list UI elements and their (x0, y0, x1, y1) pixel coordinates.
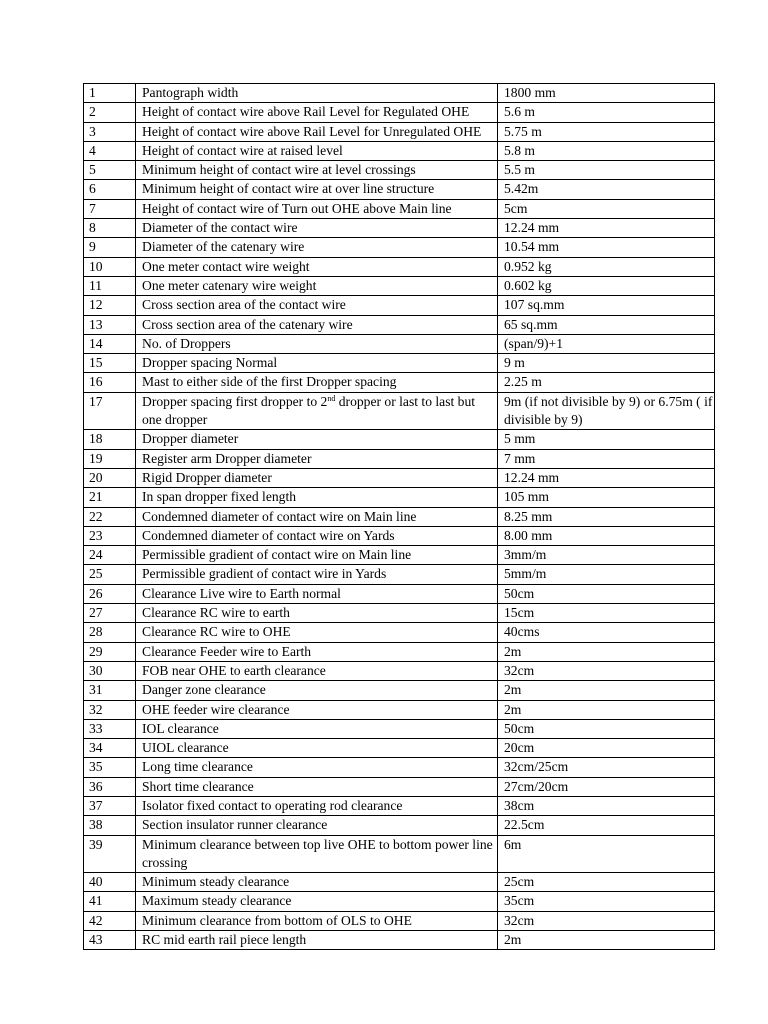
row-number-cell: 13 (84, 315, 136, 334)
table-row (84, 584, 715, 603)
row-number-cell: 32 (84, 700, 136, 719)
value-cell: 105 mm (498, 488, 715, 507)
parameter-cell: Condemned diameter of contact wire on Yards (136, 526, 498, 545)
row-number-cell: 43 (84, 931, 136, 950)
table-row (84, 354, 715, 373)
row-number-cell: 42 (84, 911, 136, 930)
table-row (84, 777, 715, 796)
parameter-cell: Cross section area of the catenary wire (136, 315, 498, 334)
row-number-cell: 36 (84, 777, 136, 796)
row-number-cell: 2 (84, 103, 136, 122)
table-row (84, 835, 715, 873)
value-cell: 32cm/25cm (498, 758, 715, 777)
row-number-cell: 20 (84, 468, 136, 487)
table-row (84, 122, 715, 141)
value-cell: 40cms (498, 623, 715, 642)
value-cell: 107 sq.mm (498, 296, 715, 315)
parameter-cell: Minimum steady clearance (136, 873, 498, 892)
parameter-cell: One meter contact wire weight (136, 257, 498, 276)
table-row (84, 392, 715, 430)
value-cell: 1800 mm (498, 84, 715, 103)
row-number-cell: 31 (84, 681, 136, 700)
row-number-cell: 17 (84, 392, 136, 430)
table-row (84, 873, 715, 892)
table-row (84, 719, 715, 738)
row-number-cell: 38 (84, 816, 136, 835)
parameter-cell: Danger zone clearance (136, 681, 498, 700)
parameter-cell: RC mid earth rail piece length (136, 931, 498, 950)
value-cell: 15cm (498, 604, 715, 623)
parameter-cell: Minimum clearance from bottom of OLS to OHE (136, 911, 498, 930)
row-number-cell: 1 (84, 84, 136, 103)
parameter-cell: Maximum steady clearance (136, 892, 498, 911)
value-cell: 8.00 mm (498, 526, 715, 545)
value-cell: 5.75 m (498, 122, 715, 141)
row-number-cell: 33 (84, 719, 136, 738)
parameter-cell: Height of contact wire above Rail Level for Regulated OHE (136, 103, 498, 122)
row-number-cell: 35 (84, 758, 136, 777)
value-cell: 2m (498, 681, 715, 700)
row-number-cell: 23 (84, 526, 136, 545)
value-cell: 35cm (498, 892, 715, 911)
value-cell: 12.24 mm (498, 468, 715, 487)
value-cell: 25cm (498, 873, 715, 892)
table-row (84, 507, 715, 526)
table-row (84, 430, 715, 449)
parameter-cell: Clearance RC wire to OHE (136, 623, 498, 642)
ordinal-superscript: nd (327, 393, 336, 403)
parameter-cell: FOB near OHE to earth clearance (136, 661, 498, 680)
value-cell: 7 mm (498, 449, 715, 468)
row-number-cell: 15 (84, 354, 136, 373)
table-row (84, 758, 715, 777)
row-number-cell: 4 (84, 141, 136, 160)
table-row (84, 700, 715, 719)
table-row (84, 449, 715, 468)
row-number-cell: 18 (84, 430, 136, 449)
parameter-cell: Isolator fixed contact to operating rod clearance (136, 796, 498, 815)
table-row (84, 892, 715, 911)
value-cell: 32cm (498, 661, 715, 680)
table-row (84, 141, 715, 160)
value-cell: 9m (if not divisible by 9) or 6.75m ( if divisible by 9) (498, 392, 715, 430)
table-row (84, 546, 715, 565)
parameter-cell: Rigid Dropper diameter (136, 468, 498, 487)
parameter-cell: One meter catenary wire weight (136, 276, 498, 295)
parameter-cell: Clearance RC wire to earth (136, 604, 498, 623)
row-number-cell: 5 (84, 161, 136, 180)
table-row (84, 199, 715, 218)
value-cell: 32cm (498, 911, 715, 930)
parameter-cell: Clearance Feeder wire to Earth (136, 642, 498, 661)
parameter-cell (136, 392, 498, 430)
value-cell: 65 sq.mm (498, 315, 715, 334)
table-row (84, 739, 715, 758)
parameter-cell: Clearance Live wire to Earth normal (136, 584, 498, 603)
value-cell: 2.25 m (498, 373, 715, 392)
row-number-cell: 16 (84, 373, 136, 392)
value-cell: 5.6 m (498, 103, 715, 122)
parameter-cell: IOL clearance (136, 719, 498, 738)
parameter-cell: Minimum clearance between top live OHE to bottom power line crossing (136, 835, 498, 873)
row-number-cell: 30 (84, 661, 136, 680)
table-row (84, 661, 715, 680)
parameter-text: Dropper spacing first dropper to 2 (142, 393, 328, 409)
parameter-cell: Pantograph width (136, 84, 498, 103)
value-cell: 6m (498, 835, 715, 873)
table-body (84, 84, 715, 950)
parameter-cell: Long time clearance (136, 758, 498, 777)
parameter-cell: Height of contact wire at raised level (136, 141, 498, 160)
parameter-cell: Short time clearance (136, 777, 498, 796)
value-cell: 2m (498, 931, 715, 950)
table-row (84, 276, 715, 295)
value-cell: 12.24 mm (498, 219, 715, 238)
parameter-cell: Minimum height of contact wire at over line structure (136, 180, 498, 199)
parameter-cell: OHE feeder wire clearance (136, 700, 498, 719)
value-cell: 5.5 m (498, 161, 715, 180)
value-cell: 2m (498, 700, 715, 719)
parameter-cell: Mast to either side of the first Dropper spacing (136, 373, 498, 392)
table-row (84, 315, 715, 334)
row-number-cell: 11 (84, 276, 136, 295)
row-number-cell: 6 (84, 180, 136, 199)
value-cell: 5mm/m (498, 565, 715, 584)
ohe-specification-table (83, 83, 715, 950)
table-row (84, 219, 715, 238)
table-row (84, 931, 715, 950)
row-number-cell: 8 (84, 219, 136, 238)
table-row (84, 84, 715, 103)
row-number-cell: 27 (84, 604, 136, 623)
value-cell: 5.8 m (498, 141, 715, 160)
table-row (84, 642, 715, 661)
parameter-cell: Height of contact wire above Rail Level for Unregulated OHE (136, 122, 498, 141)
parameter-cell: Permissible gradient of contact wire on Main line (136, 546, 498, 565)
value-cell: 9 m (498, 354, 715, 373)
table-row (84, 296, 715, 315)
table-row (84, 238, 715, 257)
value-cell: 20cm (498, 739, 715, 758)
row-number-cell: 26 (84, 584, 136, 603)
table-row (84, 565, 715, 584)
value-cell: 27cm/20cm (498, 777, 715, 796)
table-row (84, 334, 715, 353)
row-number-cell: 28 (84, 623, 136, 642)
parameter-cell: Dropper spacing Normal (136, 354, 498, 373)
row-number-cell: 24 (84, 546, 136, 565)
parameter-cell: Diameter of the contact wire (136, 219, 498, 238)
table-row (84, 161, 715, 180)
table-row (84, 526, 715, 545)
parameter-cell: Section insulator runner clearance (136, 816, 498, 835)
row-number-cell: 3 (84, 122, 136, 141)
row-number-cell: 37 (84, 796, 136, 815)
value-cell: 0.952 kg (498, 257, 715, 276)
value-cell: 8.25 mm (498, 507, 715, 526)
parameter-cell: Permissible gradient of contact wire in Yards (136, 565, 498, 584)
value-cell: 50cm (498, 719, 715, 738)
table-row (84, 796, 715, 815)
row-number-cell: 39 (84, 835, 136, 873)
parameter-cell: Height of contact wire of Turn out OHE above Main line (136, 199, 498, 218)
value-cell: 5 mm (498, 430, 715, 449)
parameter-cell: Register arm Dropper diameter (136, 449, 498, 468)
table-row (84, 468, 715, 487)
row-number-cell: 29 (84, 642, 136, 661)
table-row (84, 488, 715, 507)
parameter-cell: Cross section area of the contact wire (136, 296, 498, 315)
value-cell: 50cm (498, 584, 715, 603)
value-cell: 38cm (498, 796, 715, 815)
row-number-cell: 25 (84, 565, 136, 584)
parameter-text: dropper or last to last but one dropper (142, 393, 476, 428)
table-row (84, 681, 715, 700)
row-number-cell: 22 (84, 507, 136, 526)
table-row (84, 623, 715, 642)
value-cell: 3mm/m (498, 546, 715, 565)
parameter-cell: UIOL clearance (136, 739, 498, 758)
row-number-cell: 12 (84, 296, 136, 315)
row-number-cell: 10 (84, 257, 136, 276)
parameter-cell: Diameter of the catenary wire (136, 238, 498, 257)
row-number-cell: 7 (84, 199, 136, 218)
table-row (84, 373, 715, 392)
row-number-cell: 21 (84, 488, 136, 507)
table-row (84, 103, 715, 122)
row-number-cell: 19 (84, 449, 136, 468)
row-number-cell: 40 (84, 873, 136, 892)
table-row (84, 180, 715, 199)
parameter-cell: Dropper diameter (136, 430, 498, 449)
table-row (84, 911, 715, 930)
row-number-cell: 9 (84, 238, 136, 257)
value-cell: 22.5cm (498, 816, 715, 835)
value-cell: 5cm (498, 199, 715, 218)
table-row (84, 816, 715, 835)
value-cell: (span/9)+1 (498, 334, 715, 353)
value-cell: 5.42m (498, 180, 715, 199)
parameter-cell: No. of Droppers (136, 334, 498, 353)
table-row (84, 257, 715, 276)
table-row (84, 604, 715, 623)
row-number-cell: 14 (84, 334, 136, 353)
value-cell: 10.54 mm (498, 238, 715, 257)
row-number-cell: 34 (84, 739, 136, 758)
parameter-cell: Minimum height of contact wire at level crossings (136, 161, 498, 180)
parameter-cell: In span dropper fixed length (136, 488, 498, 507)
value-cell: 0.602 kg (498, 276, 715, 295)
row-number-cell: 41 (84, 892, 136, 911)
value-cell: 2m (498, 642, 715, 661)
parameter-cell: Condemned diameter of contact wire on Main line (136, 507, 498, 526)
